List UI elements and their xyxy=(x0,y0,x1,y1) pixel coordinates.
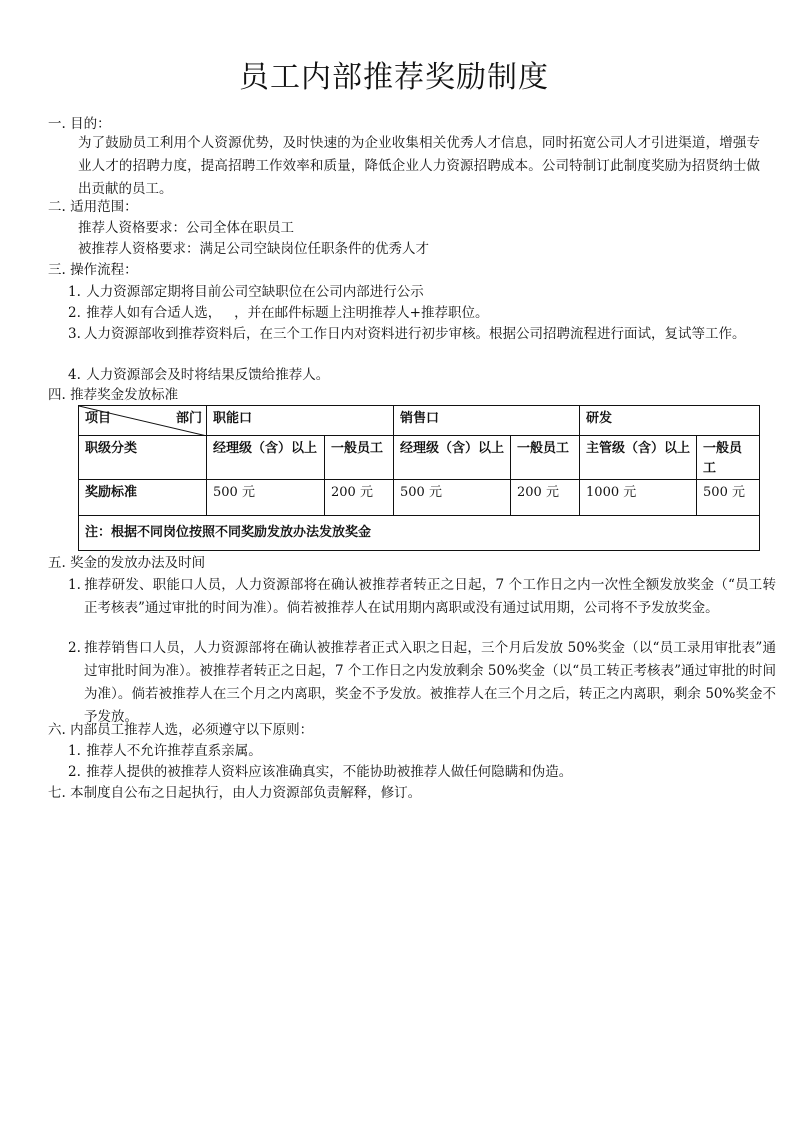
reward-cell: 1000 元 xyxy=(580,480,697,516)
level-cell: 一般员工 xyxy=(511,436,580,480)
section-4-heading: 四. 推荐奖金发放标准 xyxy=(48,387,179,403)
corner-label-item: 项目 xyxy=(85,411,112,426)
reward-cell: 200 元 xyxy=(325,480,394,516)
reward-cell: 200 元 xyxy=(511,480,580,516)
item-text: 推荐人不允许推荐直系亲属。 xyxy=(86,743,262,759)
level-cell: 经理级（含）以上 xyxy=(207,436,325,480)
section-1-paragraph: 为了鼓励员工利用个人资源优势，及时快速的为企业收集相关优秀人才信息，同时拓宽公司人才引进渠道，增强专业人才的招聘力度，提高招聘工作效率和质量，降低企业人力资源招聘成本。公司特制订此制度奖励为招贤纳士做出贡献的员工。 xyxy=(78,135,760,197)
section-3-heading: 三. 操作流程： xyxy=(48,262,138,278)
item-number: 4. xyxy=(68,367,81,383)
item-number: 2. xyxy=(68,764,81,780)
level-cell: 主管级（含）以上 xyxy=(580,436,697,480)
item-number: 1. xyxy=(68,284,81,300)
section-3-item-1 xyxy=(68,281,760,304)
item-number: 2. xyxy=(68,305,81,321)
section-6-item-2 xyxy=(68,761,760,784)
table-header-row xyxy=(79,406,760,436)
document-title: 员工内部推荐奖励制度 xyxy=(239,60,549,95)
section-6-item-1 xyxy=(68,740,760,763)
item-text: 推荐人如有合适人选， ，并在邮件标题上注明推荐人+推荐职位。 xyxy=(86,305,489,321)
section-3-item-4 xyxy=(68,364,760,387)
level-cell: 经理级（含）以上 xyxy=(394,436,511,480)
item-text: 人力资源部收到推荐资料后，在三个工作日内对资料进行初步审核。根据公司招聘流程进行面试，复试等工作。 xyxy=(84,326,746,342)
section-1-heading: 一. 目的： xyxy=(48,116,111,132)
reward-table xyxy=(78,405,760,551)
row-label-level: 职级分类 xyxy=(79,436,207,480)
reward-cell: 500 元 xyxy=(697,480,760,516)
section-5-heading: 五. 奖金的发放办法及时间 xyxy=(48,555,206,571)
section-2-line-1: 推荐人资格要求：公司全体在职员工 xyxy=(78,220,294,236)
section-2-heading: 二. 适用范围： xyxy=(48,199,138,215)
table-corner-cell xyxy=(79,406,207,436)
section-7-heading: 七. 本制度自公布之日起执行，由人力资源部负责解释，修订。 xyxy=(48,785,422,801)
item-text: 人力资源部会及时将结果反馈给推荐人。 xyxy=(86,367,330,383)
reward-cell: 500 元 xyxy=(207,480,325,516)
section-2-line-2: 被推荐人资格要求：满足公司空缺岗位任职条件的优秀人才 xyxy=(78,241,429,257)
section-5-item-2 xyxy=(68,637,776,729)
item-text: 推荐销售口人员，人力资源部将在确认被推荐者正式入职之日起，三个月后发放 50%奖金（以“员工录用审批表”通过审批时间为准）。被推荐者转正之日起，7 个工作日之内发放剩余 50%奖金（以“员工转正考核表”通过审批的时间为准）。倘若被推荐人在三个月之内离职，奖金不予发放。被推荐人在三个月之后，转正之内离职，剩余 50%奖金不予发放。 xyxy=(84,640,776,725)
item-number: 2. xyxy=(68,640,81,656)
table-note: 注：根据不同岗位按照不同奖励发放办法发放奖金 xyxy=(79,516,760,551)
reward-cell: 500 元 xyxy=(394,480,511,516)
section-3-item-3 xyxy=(68,323,776,346)
section-3-item-2 xyxy=(68,302,760,325)
item-number: 1. xyxy=(68,577,81,593)
item-number: 3. xyxy=(68,326,81,342)
level-cell: 一般员工 xyxy=(697,436,760,480)
level-cell: 一般员工 xyxy=(325,436,394,480)
dept-header-rnd: 研发 xyxy=(580,406,760,436)
item-number: 1. xyxy=(68,743,81,759)
table-reward-row xyxy=(79,480,760,516)
dept-header-function: 职能口 xyxy=(207,406,394,436)
table-level-row xyxy=(79,436,760,480)
item-text: 人力资源部定期将目前公司空缺职位在公司内部进行公示 xyxy=(86,284,424,300)
section-5-item-1 xyxy=(68,574,776,620)
table-note-row xyxy=(79,516,760,551)
item-text: 推荐人提供的被推荐人资料应该准确真实，不能协助被推荐人做任何隐瞒和伪造。 xyxy=(86,764,573,780)
item-text: 推荐研发、职能口人员，人力资源部将在确认被推荐者转正之日起，7 个工作日之内一次性全额发放奖金（“员工转正考核表”通过审批的时间为准）。倘若被推荐人在试用期内离职或没有通过试用期，公司将不予发放奖金。 xyxy=(84,577,776,616)
section-6-heading: 六. 内部员工推荐人选，必须遵守以下原则： xyxy=(48,722,314,738)
corner-label-dept: 部门 xyxy=(175,411,202,426)
dept-header-sales: 销售口 xyxy=(394,406,580,436)
row-label-reward: 奖励标准 xyxy=(79,480,207,516)
